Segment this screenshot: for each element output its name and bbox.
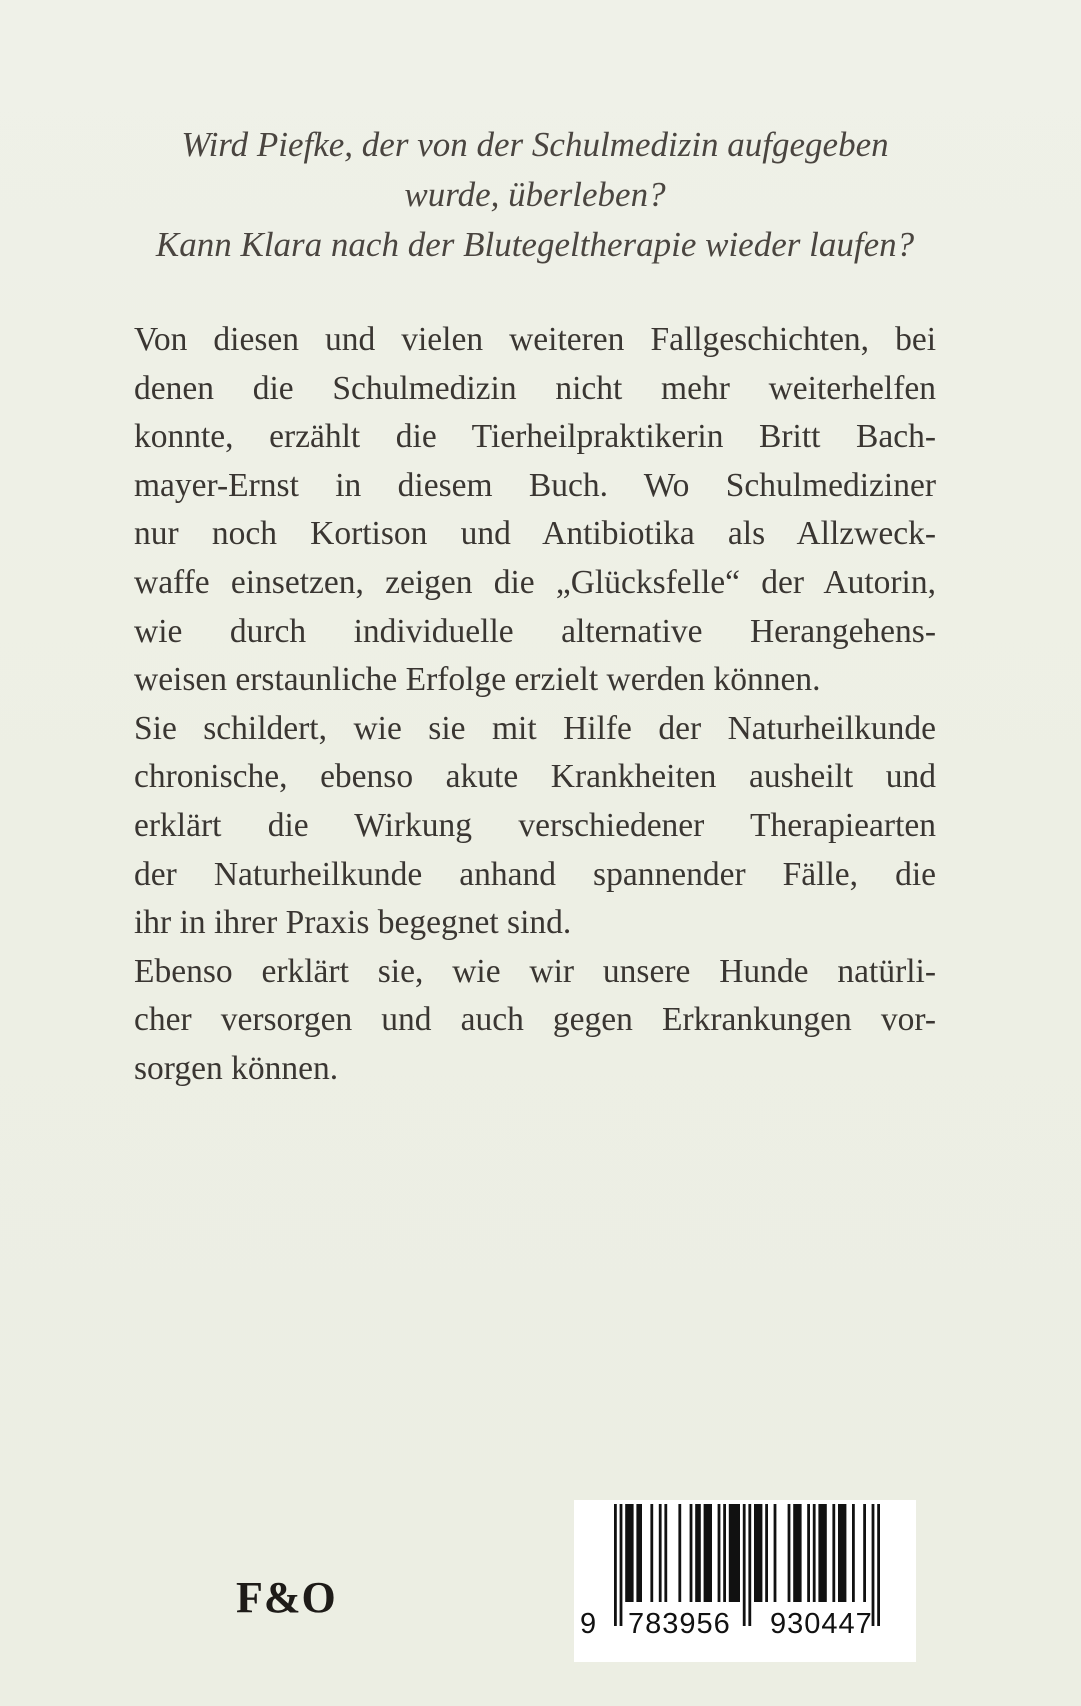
barcode-guard-bar bbox=[743, 1504, 746, 1626]
barcode-bar bbox=[818, 1504, 826, 1602]
barcode-guard-bar bbox=[614, 1504, 617, 1626]
blurb-text bbox=[134, 316, 936, 1094]
barcode-guard-bar bbox=[877, 1504, 880, 1626]
barcode-bar bbox=[832, 1504, 835, 1602]
barcode-bar bbox=[704, 1504, 712, 1602]
blurb-line: nur noch Kortison und Antibiotika als Allzweck- bbox=[134, 515, 936, 553]
blurb-line: Von diesen und vielen weiteren Fallgeschichten, bei bbox=[134, 321, 936, 358]
blurb-line: Ebenso erklärt sie, wie wir unsere Hunde natürli- bbox=[134, 952, 936, 990]
barcode-bar bbox=[664, 1504, 667, 1602]
teaser-questions bbox=[120, 120, 950, 270]
barcode-bar bbox=[636, 1504, 642, 1602]
blurb-line: ihr in ihrer Praxis begegnet sind. bbox=[134, 904, 572, 942]
teaser-line: wurde, überleben? bbox=[404, 175, 666, 214]
blurb-line: cher versorgen und auch gegen Erkrankungen vor- bbox=[134, 1001, 936, 1039]
isbn-barcode bbox=[574, 1500, 916, 1662]
barcode-bar bbox=[863, 1504, 866, 1602]
blurb-line: konnte, erzählt die Tierheilpraktikerin Britt Bach- bbox=[134, 418, 936, 456]
barcode-guard-bar bbox=[620, 1504, 623, 1626]
teaser-line: Kann Klara nach der Blutegeltherapie wieder laufen? bbox=[155, 225, 915, 264]
barcode-bar bbox=[729, 1504, 740, 1602]
barcode-bar bbox=[793, 1504, 801, 1602]
barcode-bar bbox=[695, 1504, 701, 1602]
blurb-line: erklärt die Wirkung verschiedener Therapiearten bbox=[134, 806, 936, 844]
blurb-line: sorgen können. bbox=[134, 1049, 339, 1087]
barcode-bar bbox=[650, 1504, 653, 1602]
barcode-first-digit: 9 bbox=[580, 1608, 598, 1640]
barcode-guard-bar bbox=[748, 1504, 751, 1626]
barcode-bar bbox=[690, 1504, 693, 1602]
barcode-bar bbox=[754, 1504, 762, 1602]
barcode-left-digits: 783956 bbox=[628, 1608, 731, 1640]
blurb-line: waffe einsetzen, zeigen die „Glücksfelle“ der Autorin, bbox=[134, 563, 936, 601]
blurb-line: Sie schildert, wie sie mit Hilfe der Naturheilkunde bbox=[134, 709, 936, 747]
barcode-bar bbox=[852, 1504, 855, 1602]
barcode-bar bbox=[774, 1504, 777, 1602]
barcode-bar bbox=[813, 1504, 816, 1602]
blurb-line: mayer-Ernst in diesem Buch. Wo Schulmediziner bbox=[134, 466, 936, 504]
barcode-bar bbox=[678, 1504, 681, 1602]
barcode-bar bbox=[788, 1504, 791, 1602]
teaser-line: Wird Piefke, der von der Schulmedizin aufgegeben bbox=[181, 125, 889, 164]
blurb-line: wie durch individuelle alternative Herangehens- bbox=[134, 612, 936, 650]
barcode-bar bbox=[838, 1504, 846, 1602]
barcode-bar bbox=[723, 1504, 726, 1602]
barcode-bar bbox=[718, 1504, 721, 1602]
barcode-bar bbox=[765, 1504, 768, 1602]
publisher-logo: F&O bbox=[236, 1573, 337, 1622]
blurb-line: chronische, ebenso akute Krankheiten ausheilt und bbox=[134, 758, 936, 796]
barcode-bar bbox=[659, 1504, 662, 1602]
blurb-line: denen die Schulmedizin nicht mehr weiterhelfen bbox=[134, 369, 936, 407]
barcode-bar bbox=[807, 1504, 810, 1602]
barcode-right-digits: 930447 bbox=[770, 1608, 873, 1640]
blurb-line: weisen erstaunliche Erfolge erzielt werden können. bbox=[134, 661, 821, 699]
barcode-bar bbox=[625, 1504, 633, 1602]
blurb-line: der Naturheilkunde anhand spannender Fälle, die bbox=[134, 855, 936, 893]
